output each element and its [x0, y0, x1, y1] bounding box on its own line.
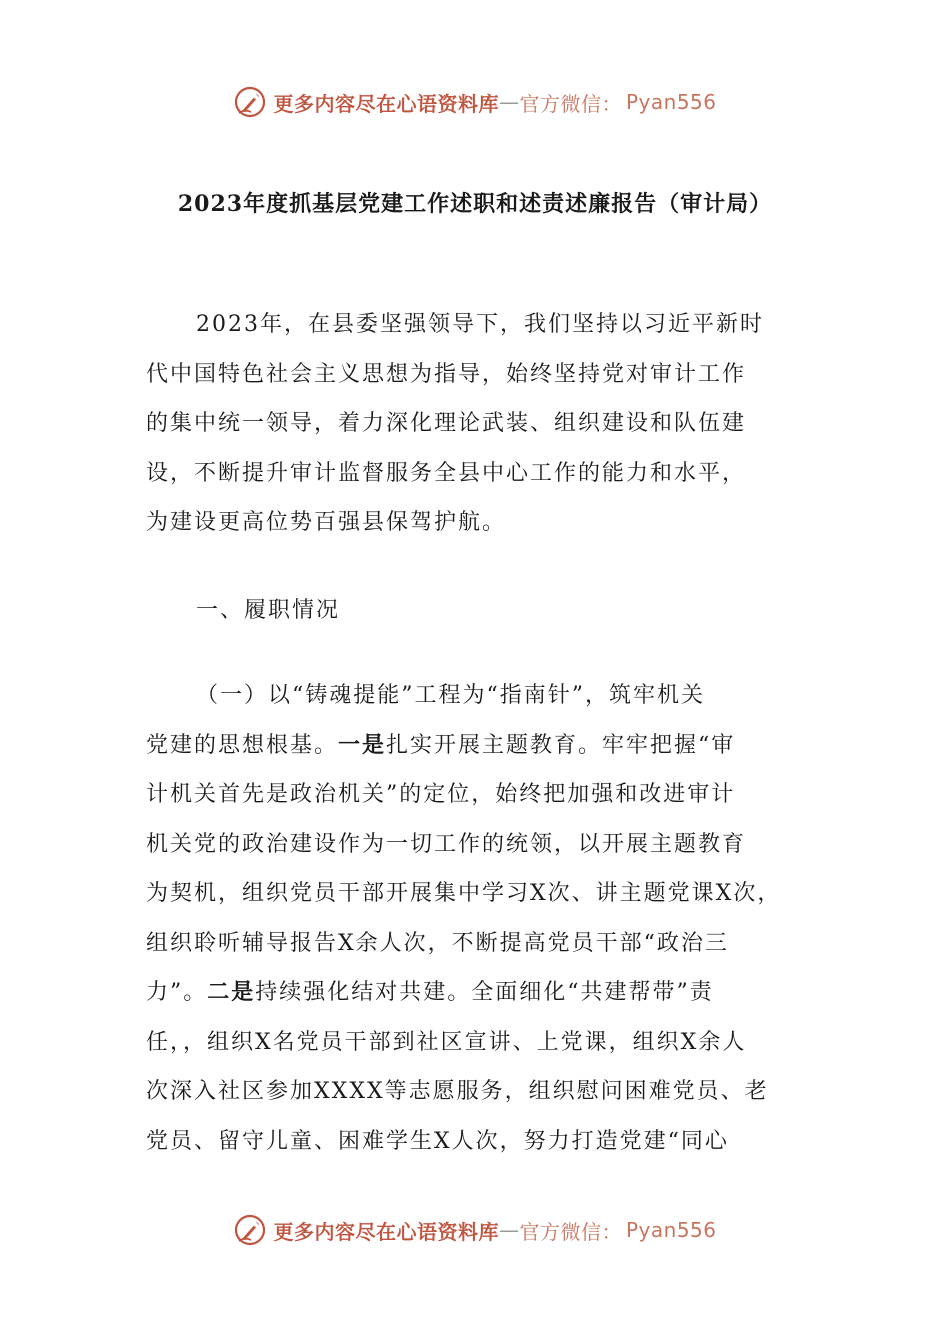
watermark-brand: 更多内容尽在心语资料库	[273, 91, 499, 116]
watermark-handle: Pyan556	[625, 90, 717, 114]
document-body	[146, 300, 826, 1166]
text-run: 扎实开展主题教育。牢牢把握“审	[386, 732, 736, 758]
text-line: 任，，组织X名党员干部到社区宣讲、上党课，组织X余人	[146, 1029, 747, 1055]
text-line: 的集中统一领导，着力深化理论武装、组织建设和队伍建	[146, 411, 747, 436]
text-run: 持续强化结对共建。全面细化“共建帮带”责	[255, 980, 714, 1005]
document-title: 2023年度抓基层党建工作述职和述责述廉报告（审计局）	[177, 191, 773, 217]
text-line: （一）以“铸魂提能”工程为“指南针”，筑牢机关	[196, 683, 705, 708]
text-line: 设，不断提升审计监督服务全县中心工作的能力和水平，	[146, 460, 747, 486]
text-line: 为契机，组织党员干部开展集中学习X次、讲主题党课X次，	[146, 881, 782, 906]
text-line: 为建设更高位势百强县保驾护航。	[146, 510, 507, 535]
footer-watermark	[0, 1210, 950, 1250]
section-heading-paragraph	[146, 586, 826, 636]
text-line: 计机关首先是政治机关”的定位，始终把加强和改进审计	[146, 782, 736, 807]
text-line: 代中国特色社会主义思想为指导，始终坚持党对审计工作	[146, 361, 747, 387]
text-line	[146, 721, 826, 771]
text-line: 党员、留守儿童、困难学生X人次，努力打造党建“同心	[146, 1128, 729, 1154]
text-line: 组织聆听辅导报告X余人次，不断提高党员干部“政治三	[146, 930, 729, 956]
text-line: 次深入社区参加XXXX等志愿服务，组织慰问困难党员、老	[146, 1079, 769, 1104]
bold-marker: 二是	[207, 979, 256, 1005]
text-line	[146, 968, 826, 1018]
bold-marker: 一是	[338, 731, 387, 758]
watermark-brand: 更多内容尽在心语资料库	[273, 1219, 499, 1244]
text-line: 2023年，在县委坚强领导下，我们坚持以习近平新时	[196, 312, 764, 337]
quill-logo-icon	[233, 85, 267, 119]
intro-paragraph	[146, 300, 826, 548]
text-line: 机关党的政治建设作为一切工作的统领，以开展主题教育	[146, 831, 747, 857]
subsection-paragraph	[146, 671, 826, 1166]
watermark-handle: Pyan556	[625, 1218, 717, 1242]
text-run: 党建的思想根基。	[146, 732, 339, 758]
watermark-label: 官方微信：	[519, 1219, 622, 1244]
watermark-label: 官方微信：	[519, 91, 622, 116]
header-watermark	[0, 82, 950, 122]
section-heading: 一、履职情况	[196, 597, 341, 623]
watermark-separator: —	[498, 90, 520, 114]
text-run: 力”。	[146, 980, 208, 1005]
watermark-separator: —	[498, 1218, 520, 1242]
quill-logo-icon	[233, 1213, 267, 1247]
